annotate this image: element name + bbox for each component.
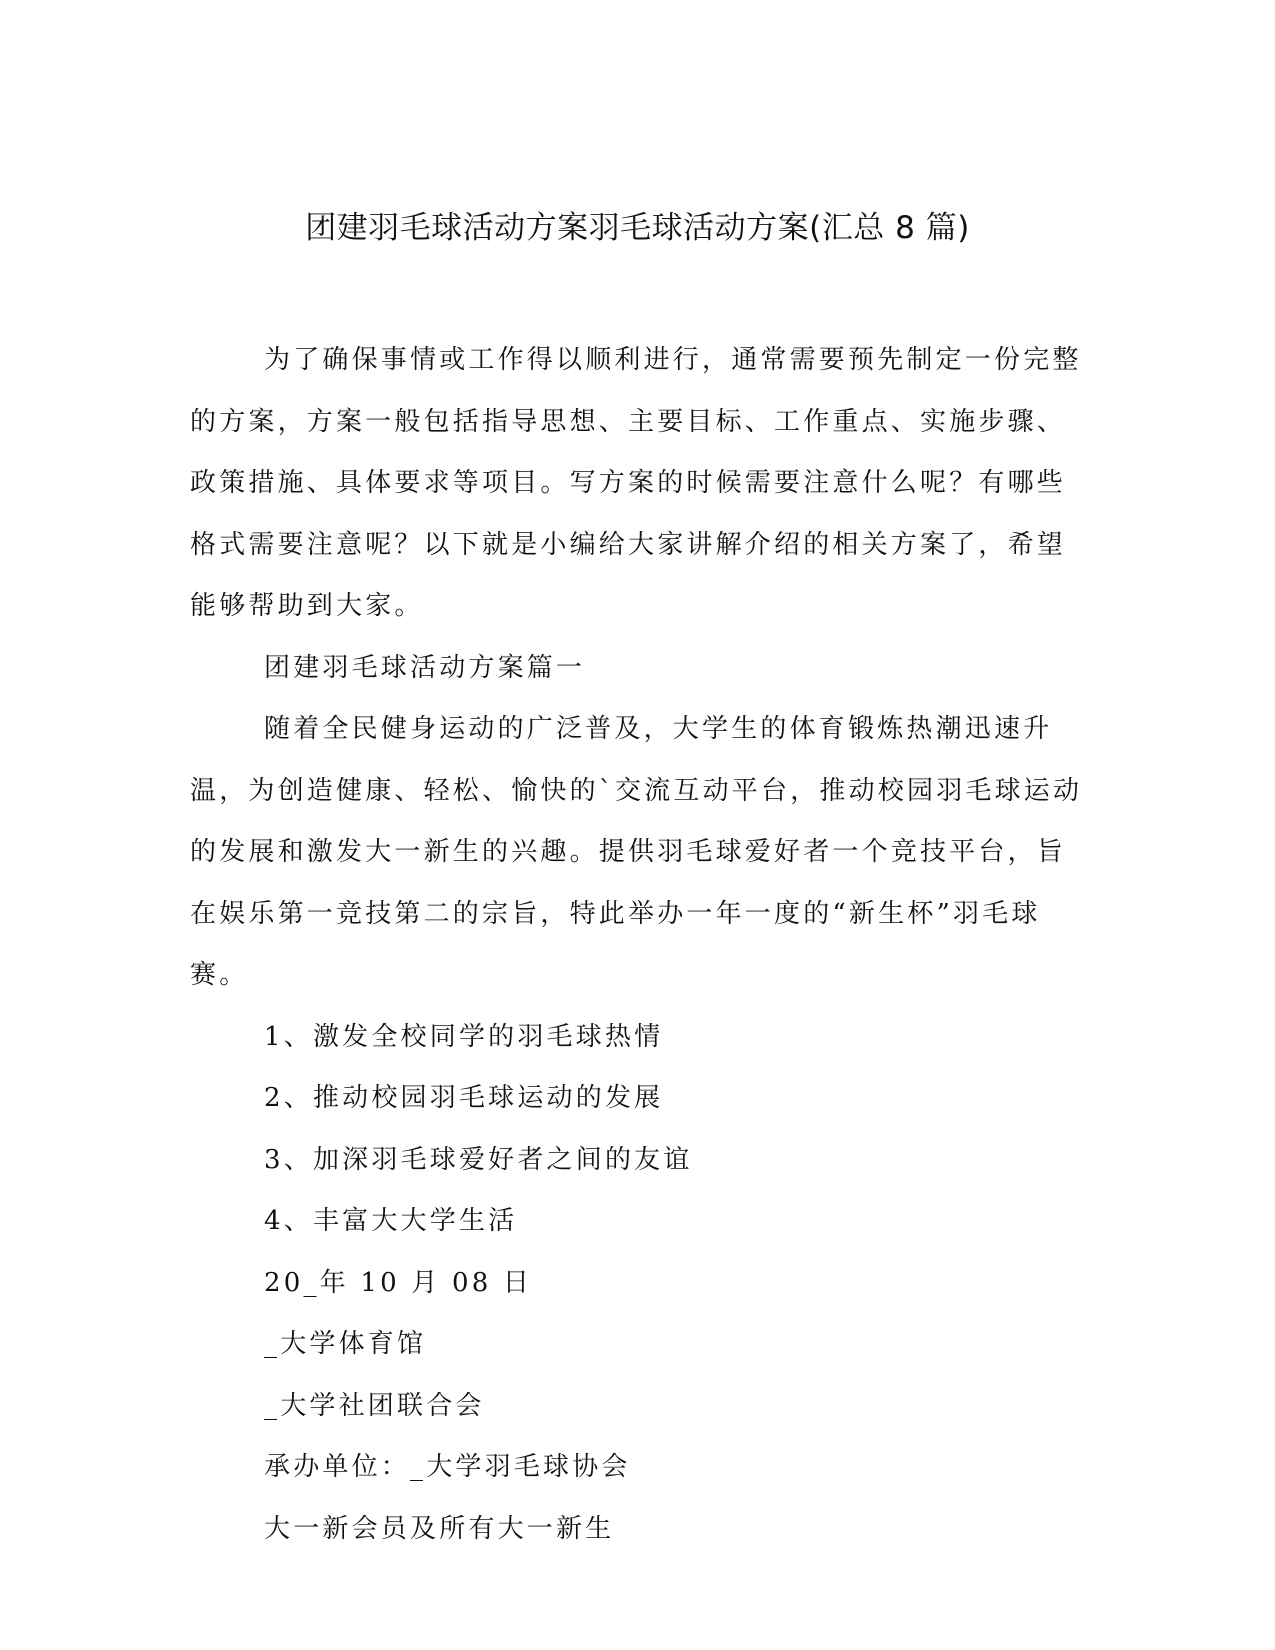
section-heading: 团建羽毛球活动方案篇一 [264,652,586,683]
host-unit: 承办单位：_大学羽毛球协会 [264,1452,631,1482]
event-date: 20_年 10 月 08 日 [264,1267,533,1298]
event-venue: _大学体育馆 [264,1329,427,1359]
organizer: _大学社团联合会 [264,1390,485,1421]
document-title: 团建羽毛球活动方案羽毛球活动方案(汇总 8 篇) [305,210,970,246]
goal-item: 2、推动校园羽毛球运动的发展 [264,1083,664,1113]
background-paragraph: 随着全民健身运动的广泛普及，大学生的体育锻炼热潮迅速升温，为创造健康、轻松、愉快的`交流互动平台，推动校园羽毛球运动的发展和激发大一新生的兴趣。提供羽毛球爱好者一个竞技平台，旨在娱乐第一竞技第二的宗旨，特此举办一年一度的“新生杯”羽毛球赛。 [190,714,1083,990]
document-body [190,330,1085,1560]
goal-item: 3、加深羽毛球爱好者之间的友谊 [264,1144,693,1175]
participants: 大一新会员及所有大一新生 [264,1513,615,1544]
intro-paragraph: 为了确保事情或工作得以顺利进行，通常需要预先制定一份完整的方案，方案一般包括指导思想、主要目标、工作重点、实施步骤、政策措施、具体要求等项目。写方案的时候需要注意什么呢？有哪些格式需要注意呢？以下就是小编给大家讲解介绍的相关方案了，希望能够帮助到大家。 [190,345,1082,621]
goal-item: 4、丰富大大学生活 [264,1206,518,1236]
goal-item: 1、激发全校同学的羽毛球热情 [264,1021,664,1052]
